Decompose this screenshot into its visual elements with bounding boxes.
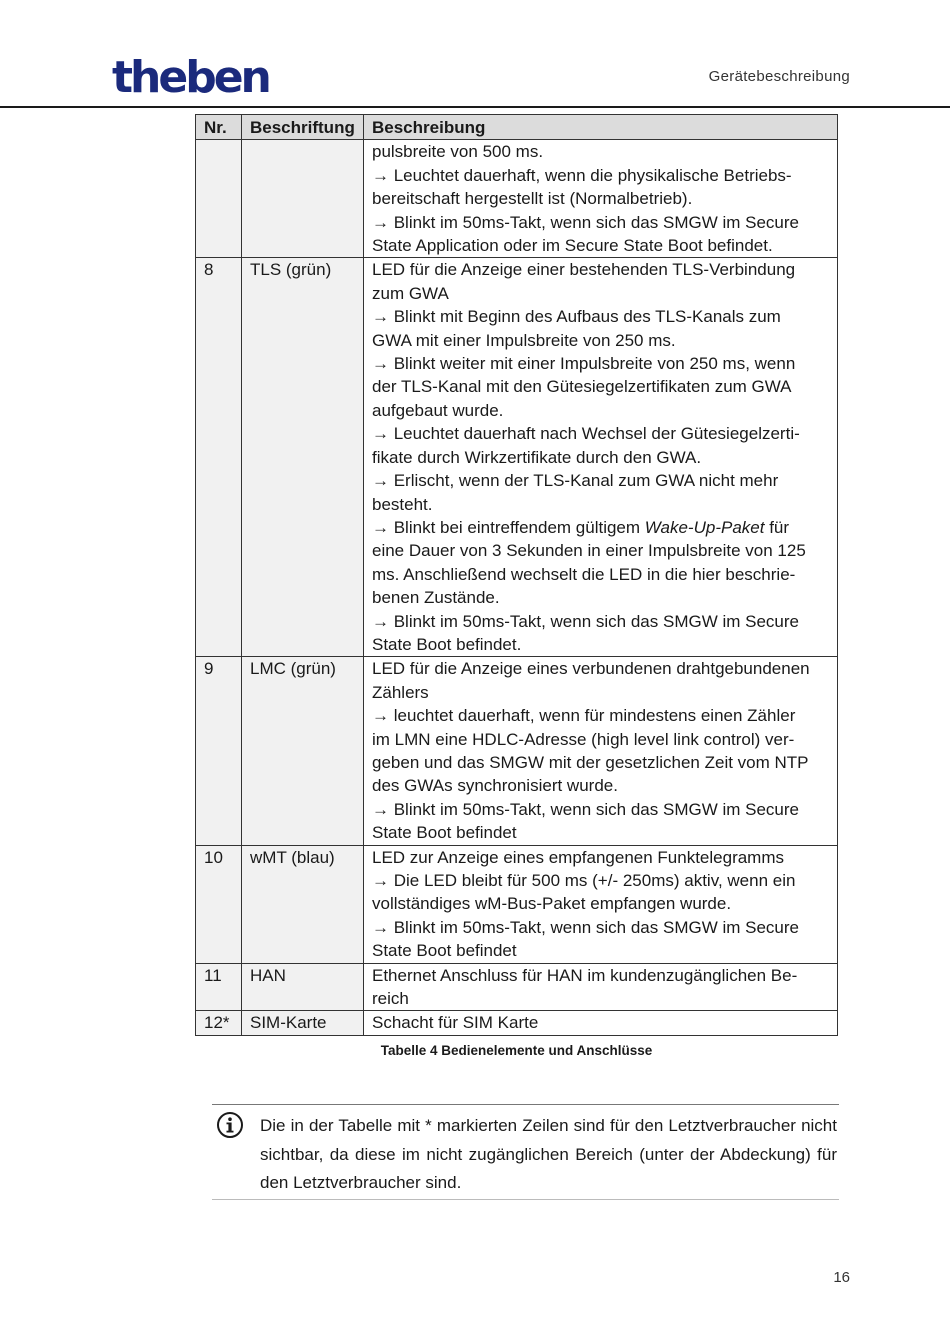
description-line: reich — [372, 989, 409, 1009]
row-label-cell: wMT (blau) — [242, 845, 364, 963]
description-line: → Leuchtet dauerhaft nach Wechsel der Gütesiegelzerti- — [372, 424, 800, 444]
description-line: der TLS-Kanal mit den Gütesiegelzertifikaten zum GWA — [372, 377, 792, 397]
description-line: bereitschaft hergestellt ist (Normalbetrieb). — [372, 189, 693, 209]
description-line: Schacht für SIM Karte — [372, 1013, 539, 1033]
description-line: → Erlischt, wenn der TLS-Kanal zum GWA nicht mehr — [372, 471, 779, 491]
info-note-text: Die in der Tabelle mit * markierten Zeilen sind für den Letztverbraucher nicht sichtbar, da diese im nicht zugänglichen Bereich (unter der Abdeckung) für den Letztverbraucher sind. — [260, 1116, 837, 1192]
row-number-cell — [196, 140, 242, 258]
controls-table — [195, 114, 838, 1036]
header-divider — [0, 106, 950, 108]
description-line: State Boot befindet. — [372, 634, 522, 654]
description-line: → Blinkt im 50ms-Takt, wenn sich das SMGW im Secure — [372, 611, 800, 631]
table-row — [196, 657, 838, 845]
row-label-cell: LMC (grün) — [242, 657, 364, 845]
info-note — [212, 1104, 839, 1200]
description-line: LED für die Anzeige einer bestehenden TLS-Verbindung — [372, 260, 796, 280]
description-line: eine Dauer von 3 Sekunden in einer Impulsbreite von 125 — [372, 541, 806, 561]
description-line: besteht. — [372, 494, 433, 514]
column-header-label: Beschriftung — [242, 115, 364, 140]
row-description-cell — [364, 258, 838, 657]
description-line: geben und das SMGW mit der gesetzlichen Zeit vom NTP — [372, 752, 809, 772]
row-description-cell — [364, 963, 838, 1011]
row-label-cell: SIM-Karte — [242, 1011, 364, 1035]
description-line: → Blinkt im 50ms-Takt, wenn sich das SMGW im Secure — [372, 212, 800, 232]
description-line: GWA mit einer Impulsbreite von 250 ms. — [372, 330, 676, 350]
description-line: State Boot befindet — [372, 941, 517, 961]
row-description-cell — [364, 657, 838, 845]
description-line: Ethernet Anschluss für HAN im kundenzugänglichen Be- — [372, 965, 798, 985]
row-number-cell: 10 — [196, 845, 242, 963]
description-line: Zählers — [372, 682, 429, 702]
description-line: → Die LED bleibt für 500 ms (+/- 250ms) aktiv, wenn ein — [372, 871, 796, 890]
description-line: → Leuchtet dauerhaft, wenn die physikalische Betriebs- — [372, 165, 792, 185]
description-line: State Application oder im Secure State Boot befindet. — [372, 236, 773, 256]
row-label-cell — [242, 140, 364, 258]
row-number-cell: 12* — [196, 1011, 242, 1035]
description-line: benen Zustände. — [372, 588, 500, 608]
description-line: im LMN eine HDLC-Adresse (high level link control) ver- — [372, 729, 795, 749]
row-number-cell: 11 — [196, 963, 242, 1011]
table-row — [196, 845, 838, 963]
description-line: pulsbreite von 500 ms. — [372, 142, 544, 162]
description-line: → Blinkt bei eintreffendem gültigem Wake-Up-Paket für — [372, 517, 790, 537]
description-line: LED zur Anzeige eines empfangenen Funktelegramms — [372, 847, 785, 867]
table-row — [196, 140, 838, 258]
description-line: fikate durch Wirkzertifikate durch den GWA. — [372, 447, 702, 467]
description-line: LED für die Anzeige eines verbundenen drahtgebundenen — [372, 659, 810, 679]
description-line: State Boot befindet — [372, 823, 517, 843]
description-line: des GWAs synchronisiert wurde. — [372, 776, 618, 796]
row-description-cell — [364, 845, 838, 963]
row-label-cell: TLS (grün) — [242, 258, 364, 657]
description-line: → leuchtet dauerhaft, wenn für mindestens einen Zähler — [372, 706, 796, 726]
table-row — [196, 963, 838, 1011]
table-header-row — [196, 115, 838, 140]
table-row — [196, 1011, 838, 1035]
document-type: Gerätebeschreibung — [708, 68, 850, 85]
description-line: → Blinkt mit Beginn des Aufbaus des TLS-Kanals zum — [372, 307, 781, 327]
description-line: → Blinkt weiter mit einer Impulsbreite von 250 ms, wenn — [372, 354, 796, 374]
page-number: 16 — [833, 1269, 850, 1286]
description-line: ms. Anschließend wechselt die LED in die hier beschrie- — [372, 564, 796, 584]
row-description-cell — [364, 1011, 838, 1035]
table-caption: Tabelle 4 Bedienelemente und Anschlüsse — [380, 1043, 653, 1058]
table-row — [196, 258, 838, 657]
column-header-nr: Nr. — [196, 115, 242, 140]
description-line: zum GWA — [372, 283, 449, 303]
row-number-cell: 9 — [196, 657, 242, 845]
description-line: → Blinkt im 50ms-Takt, wenn sich das SMGW im Secure — [372, 917, 800, 937]
description-line: → Blinkt im 50ms-Takt, wenn sich das SMGW im Secure — [372, 799, 800, 819]
row-label-cell: HAN — [242, 963, 364, 1011]
row-description-cell — [364, 140, 838, 258]
description-line: aufgebaut wurde. — [372, 400, 504, 420]
theben-logo: theben — [112, 52, 269, 103]
description-line: vollständiges wM-Bus-Paket empfangen wurde. — [372, 894, 732, 914]
row-number-cell: 8 — [196, 258, 242, 657]
info-icon — [216, 1111, 244, 1139]
column-header-description: Beschreibung — [364, 115, 838, 140]
